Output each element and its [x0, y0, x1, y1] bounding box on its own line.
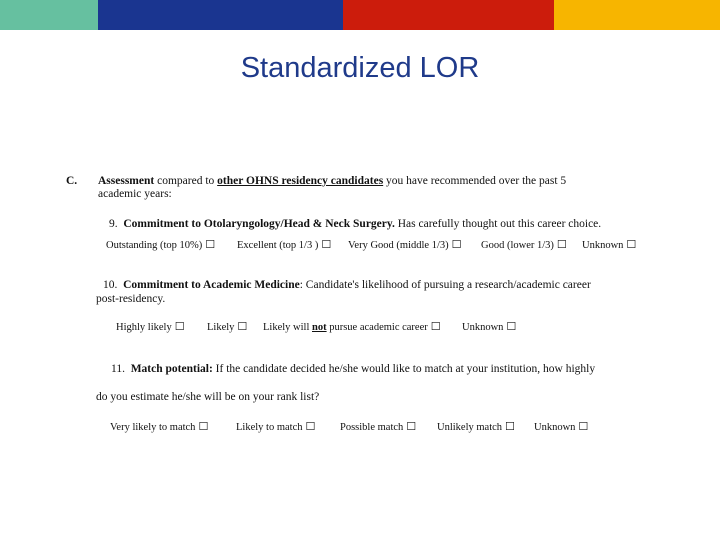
checkbox-icon[interactable]: ☐: [451, 238, 462, 251]
q11-option-unlikely: Unlikely match ☐: [437, 420, 515, 433]
q11-description: If the candidate decided he/she would like to match at your institution, how highly: [212, 363, 596, 375]
q10-title: Commitment to Academic Medicine: [123, 279, 300, 291]
q10-option-likely: Likely ☐: [207, 320, 248, 333]
q9-number: 9.: [109, 218, 118, 230]
q9-title: Commitment to Otolaryngology/Head & Neck Surgery.: [123, 218, 395, 230]
checkbox-icon[interactable]: ☐: [198, 420, 209, 433]
q9-description: Has carefully thought out this career choice.: [394, 218, 602, 230]
q9-option-outstanding: Outstanding (top 10%) ☐: [106, 238, 216, 251]
q10-line2: post-residency.: [96, 293, 166, 305]
q10-option-likely-not: Likely will not pursue academic career ☐: [263, 320, 441, 333]
q11-option-possible: Possible match ☐: [340, 420, 417, 433]
checkbox-icon[interactable]: ☐: [406, 420, 417, 433]
checkbox-icon[interactable]: ☐: [305, 420, 316, 433]
q9-line: [109, 218, 601, 230]
checkbox-icon[interactable]: ☐: [321, 238, 332, 251]
q11-option-likely: Likely to match ☐: [236, 420, 316, 433]
checkbox-icon[interactable]: ☐: [505, 420, 515, 433]
section-intro-line2: academic years:: [98, 188, 172, 200]
checkbox-icon[interactable]: ☐: [237, 320, 248, 333]
q9-option-unknown: Unknown ☐: [582, 238, 637, 251]
checkbox-icon[interactable]: ☐: [626, 238, 637, 251]
section-intro-emphasis: other OHNS residency candidates: [217, 175, 384, 187]
q10-option-highly-likely: Highly likely ☐: [116, 320, 185, 333]
q11-number: 11.: [111, 363, 125, 375]
checkbox-icon[interactable]: ☐: [205, 238, 216, 251]
section-intro-bold: Assessment: [98, 175, 155, 187]
q9-option-good: Good (lower 1/3) ☐: [481, 238, 567, 251]
section-intro-line1: [98, 175, 566, 187]
q10-option-unknown: Unknown ☐: [462, 320, 517, 333]
q11-option-unknown: Unknown ☐: [534, 420, 589, 433]
section-intro-mid: compared to: [154, 175, 218, 187]
q9-option-very-good: Very Good (middle 1/3) ☐: [348, 238, 462, 251]
checkbox-icon[interactable]: ☐: [174, 320, 185, 333]
section-letter: C.: [66, 175, 78, 187]
checkbox-icon[interactable]: ☐: [506, 320, 517, 333]
slide-title: Standardized LOR: [240, 52, 480, 84]
section-intro-end: you have recommended over the past 5: [383, 175, 567, 187]
q9-option-excellent: Excellent (top 1/3 ) ☐: [237, 238, 332, 251]
checkbox-icon[interactable]: ☐: [578, 420, 589, 433]
q11-line: [111, 363, 595, 375]
checkbox-icon[interactable]: ☐: [430, 320, 441, 333]
q10-description: : Candidate's likelihood of pursuing a research/academic career: [299, 279, 591, 291]
q11-option-very-likely: Very likely to match ☐: [110, 420, 209, 433]
q10-number: 10.: [103, 279, 118, 291]
q10-line: [103, 279, 591, 291]
q11-line2: do you estimate he/she will be on your rank list?: [96, 391, 320, 403]
checkbox-icon[interactable]: ☐: [556, 238, 567, 251]
q11-title: Match potential:: [130, 363, 213, 375]
